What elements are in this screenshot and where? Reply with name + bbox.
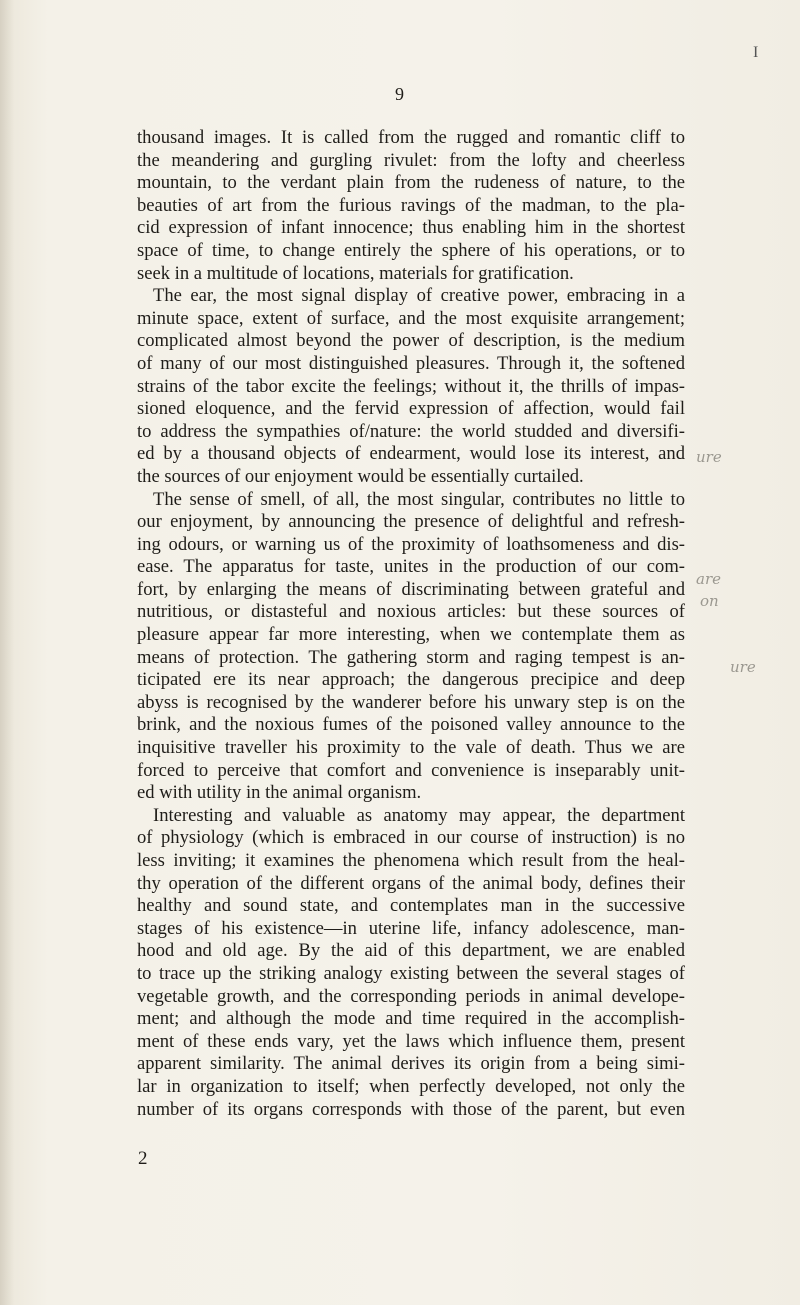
text-line: ment of these ends vary, yet the laws which influence them, present bbox=[137, 1030, 685, 1052]
text-line: inquisitive traveller his proximity to the vale of death. Thus we are bbox=[137, 737, 685, 759]
text-line: mountain, to the verdant plain from the rudeness of nature, to the bbox=[137, 172, 685, 194]
text-line: Interesting and valuable as anatomy may appear, the department bbox=[153, 804, 685, 826]
text-line: The ear, the most signal display of creative power, embracing in a bbox=[153, 285, 685, 307]
text-line: less inviting; it examines the phenomena which result from the heal- bbox=[137, 850, 685, 871]
text-line: forced to perceive that comfort and convenience is inseparably unit- bbox=[137, 759, 685, 781]
text-line: nutritious, or distasteful and noxious articles: but these sources of bbox=[137, 601, 685, 623]
text-line: hood and old age. By the aid of this department, we are enabled bbox=[137, 940, 685, 962]
text-line: cid expression of infant innocence; thus enabling him in the shortest bbox=[137, 217, 685, 239]
text-line: thousand images. It is called from the rugged and romantic cliff to bbox=[137, 127, 685, 148]
corner-mark: I bbox=[753, 44, 759, 61]
margin-note: on bbox=[700, 592, 719, 610]
text-line: sioned eloquence, and the fervid expression of affection, would fail bbox=[137, 398, 685, 420]
text-line: strains of the tabor excite the feelings; without it, the thrills of impas- bbox=[137, 375, 685, 397]
text-line: stages of his existence—in uterine life, infancy adolescence, man- bbox=[137, 917, 685, 939]
body-text bbox=[137, 127, 685, 1121]
text-line: brink, and the noxious fumes of the poisoned valley announce to the bbox=[137, 714, 685, 736]
text-line: minute space, extent of surface, and the most exquisite arrangement; bbox=[137, 307, 685, 329]
text-line: pleasure appear far more interesting, when we contemplate them as bbox=[137, 624, 685, 646]
text-line: healthy and sound state, and contemplates man in the successive bbox=[137, 895, 685, 917]
text-line: of physiology (which is embraced in our course of instruction) is no bbox=[137, 827, 685, 849]
text-line: fort, by enlarging the means of discriminating between grateful and bbox=[137, 578, 685, 600]
text-line: complicated almost beyond the power of description, is the medium bbox=[137, 330, 685, 352]
page-edge-shadow bbox=[0, 0, 14, 1305]
text-line: to address the sympathies of/nature: the world studded and diversifi- bbox=[137, 420, 685, 442]
text-line: beauties of art from the furious ravings of the madman, to the pla- bbox=[137, 194, 685, 216]
text-line: ment; and although the mode and time required in the accomplish- bbox=[137, 1008, 685, 1030]
text-line: ed with utility in the animal organism. bbox=[137, 782, 422, 804]
text-line: The sense of smell, of all, the most singular, contributes no little to bbox=[153, 488, 685, 510]
text-line: the sources of our enjoyment would be essentially curtailed. bbox=[137, 465, 584, 487]
text-line: space of time, to change entirely the sphere of his operations, or to bbox=[137, 239, 685, 261]
text-line: apparent similarity. The animal derives its origin from a being simi- bbox=[137, 1053, 685, 1075]
page-number: 9 bbox=[395, 84, 405, 104]
margin-note: ure bbox=[730, 658, 756, 676]
text-line: seek in a multitude of locations, materials for gratification. bbox=[137, 262, 574, 284]
text-line: our enjoyment, by announcing the presence of delightful and refresh- bbox=[137, 511, 685, 533]
text-line: abyss is recognised by the wanderer before his unwary step is on the bbox=[137, 691, 685, 713]
margin-note: are bbox=[696, 570, 721, 588]
text-line: thy operation of the different organs of the animal body, defines their bbox=[137, 872, 685, 894]
text-line: lar in organization to itself; when perfectly developed, not only the bbox=[137, 1075, 685, 1097]
text-line: to trace up the striking analogy existing between the several stages of bbox=[137, 962, 685, 984]
text-line: ticipated ere its near approach; the dangerous precipice and deep bbox=[137, 669, 685, 691]
text-line: the meandering and gurgling rivulet: from the lofty and cheerless bbox=[137, 149, 685, 171]
text-line: ed by a thousand objects of endearment, would lose its interest, and bbox=[137, 443, 685, 465]
text-line: vegetable growth, and the corresponding periods in animal develope- bbox=[137, 985, 685, 1007]
text-line: means of protection. The gathering storm and raging tempest is an- bbox=[137, 646, 685, 668]
margin-note: ure bbox=[696, 448, 722, 466]
text-line: ing odours, or warning us of the proximity of loathsomeness and dis- bbox=[137, 533, 685, 555]
signature-mark: 2 bbox=[138, 1148, 148, 1169]
text-line: of many of our most distinguished pleasures. Through it, the softened bbox=[137, 352, 685, 374]
text-line: number of its organs corresponds with those of the parent, but even bbox=[137, 1098, 685, 1120]
text-line: ease. The apparatus for taste, unites in the production of our com- bbox=[137, 556, 685, 578]
